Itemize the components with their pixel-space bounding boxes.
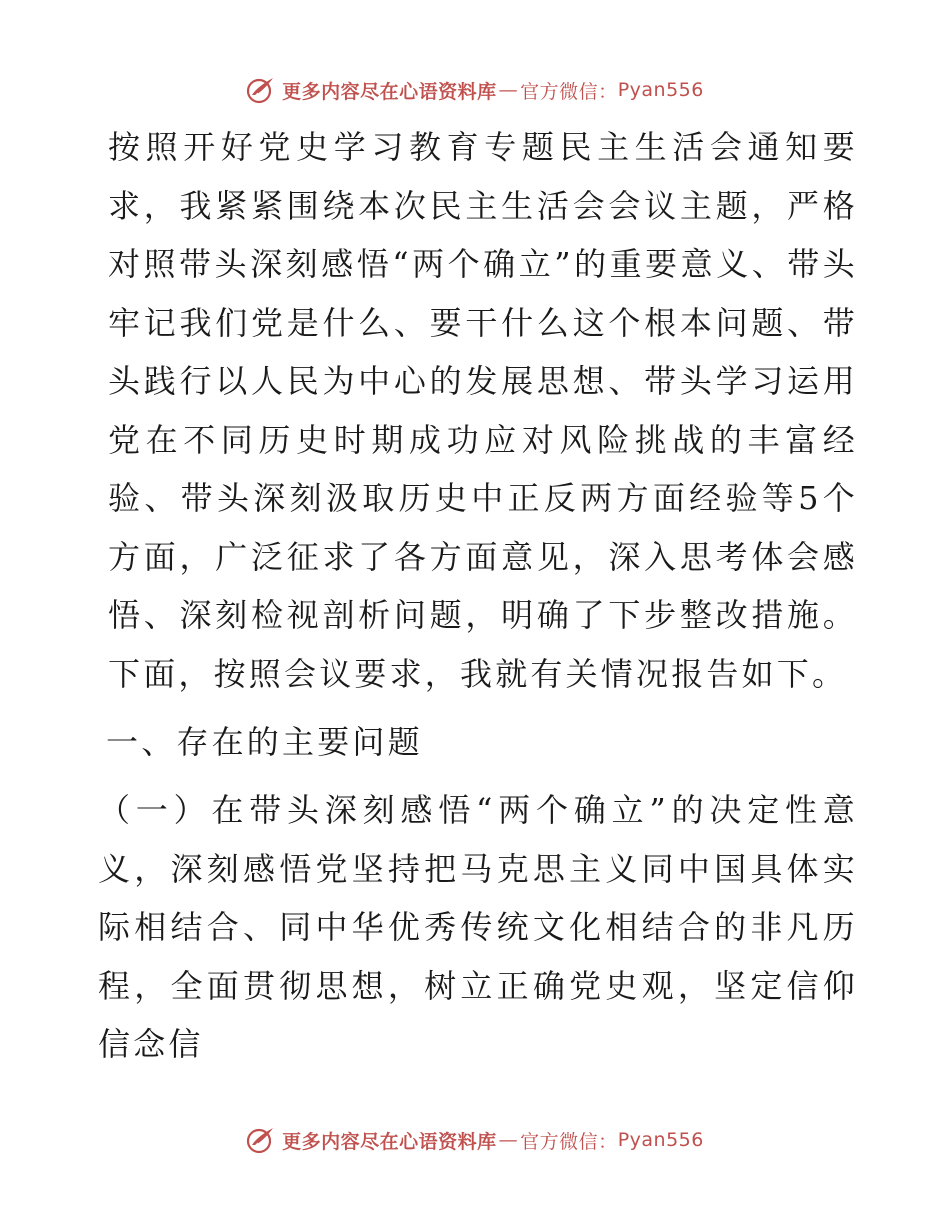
intro-paragraph: 按照开好党史学习教育专题民主生活会通知要求，我紧紧围绕本次民主生活会会议主题，严格对照带头深刻感悟“两个确立”的重要意义、带头牢记我们党是什么、要干什么这个根本问题、带头践行以人民为中心的发展思想、带头学习运用党在不同历史时期成功应对风险挑战的丰富经验、带头深刻汲取历史中正反两方面经验等5个方面，广泛征求了各方面意见，深入思考体会感悟、深刻检视剖析问题，明确了下步整改措施。下面，按照会议要求，我就有关情况报告如下。 [108, 128, 858, 693]
watermark-separator: — [498, 1129, 519, 1151]
watermark-contact-label: 官方微信： [520, 80, 618, 103]
watermark-contact-id: Pyan556 [617, 1129, 704, 1151]
watermark-footer [0, 1120, 950, 1160]
section-paragraph: （一）在带头深刻感悟“两个确立”的决定性意义，深刻感悟党坚持把马克思主义同中国具体实际相结合、同中华优秀传统文化相结合的非凡历程，全面贯彻思想，树立正确党史观，坚定信仰信念信 [98, 791, 858, 1063]
quill-pen-icon [246, 1125, 276, 1155]
watermark-header [0, 70, 950, 110]
document-body [98, 118, 858, 1074]
watermark-brand: 更多内容尽在心语资料库 [282, 80, 497, 103]
watermark-contact-id: Pyan556 [617, 79, 704, 101]
watermark-separator: — [498, 79, 519, 101]
section-heading: 一、存在的主要问题 [106, 723, 423, 761]
watermark-brand: 更多内容尽在心语资料库 [282, 1130, 497, 1153]
quill-pen-icon [246, 75, 276, 105]
watermark-contact-label: 官方微信： [520, 1130, 618, 1153]
